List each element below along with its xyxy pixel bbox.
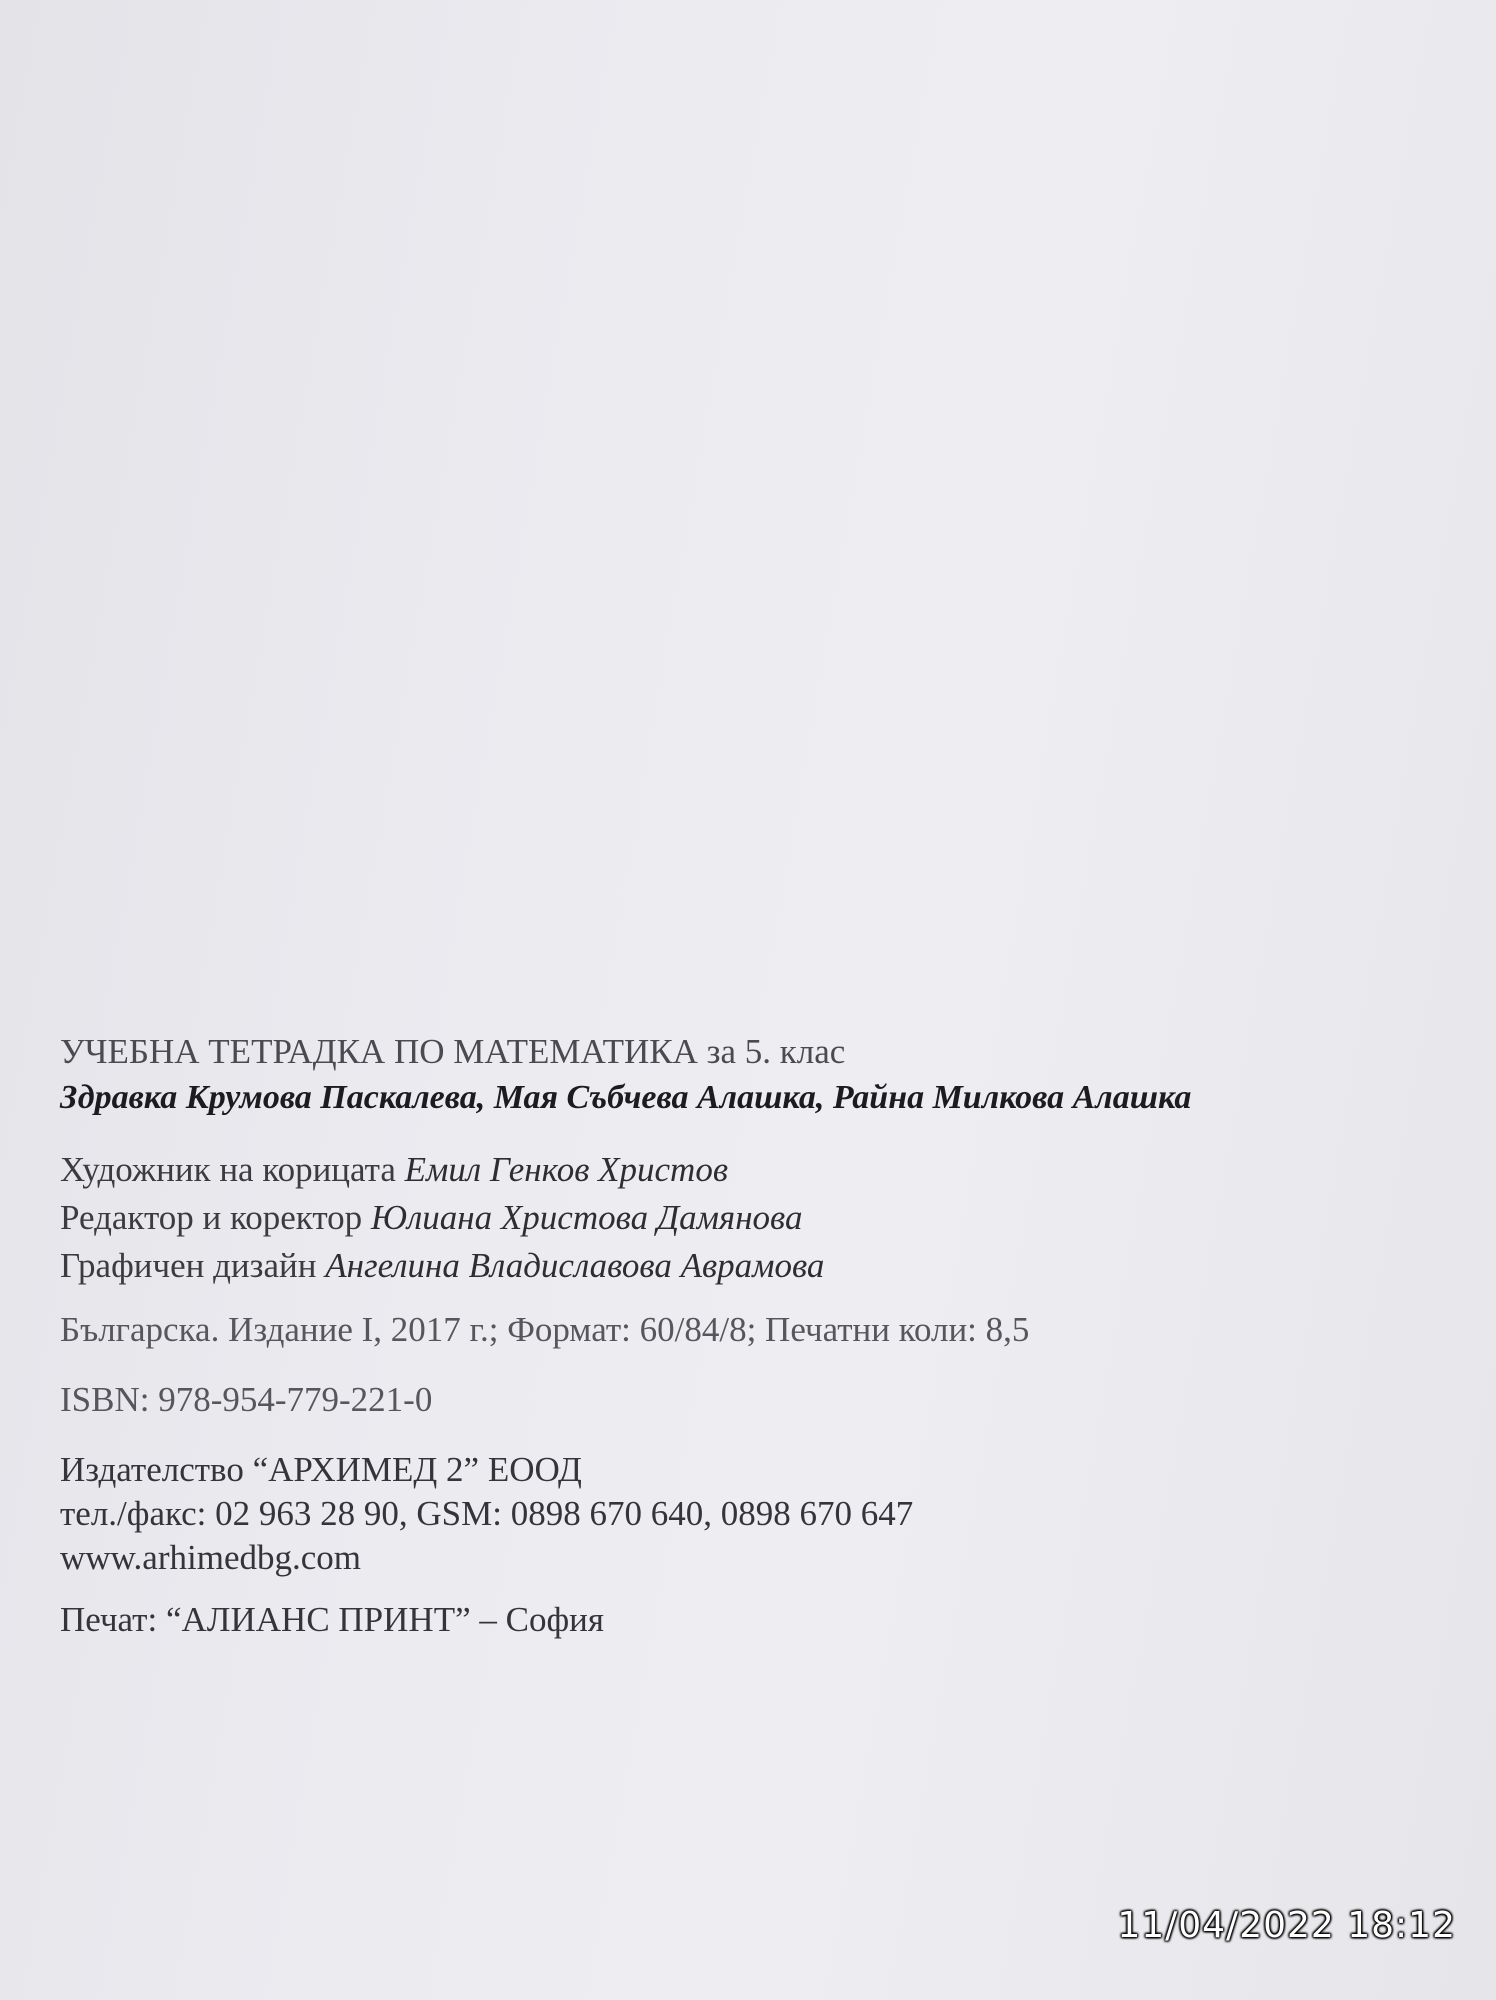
publisher-name: Издателство “АРХИМЕД 2” ЕООД bbox=[60, 1450, 582, 1489]
photo-timestamp: 11/04/2022 18:12 bbox=[1117, 1905, 1456, 1946]
credit-name: Ангелина Владиславова Аврамова bbox=[325, 1246, 825, 1285]
authors-line: Здравка Крумова Паскалева, Мая Събчева Алашка, Райна Милкова Алашка bbox=[60, 1079, 1192, 1116]
credit-name: Емил Генков Христов bbox=[404, 1150, 729, 1189]
publisher-contacts: тел./факс: 02 963 28 90, GSM: 0898 670 640, 0898 670 647 bbox=[60, 1494, 914, 1533]
credit-editor bbox=[60, 1194, 1490, 1242]
credits-list bbox=[60, 1146, 1490, 1290]
credit-role: Редактор и коректор bbox=[60, 1198, 363, 1237]
publisher-block bbox=[60, 1448, 1490, 1580]
imprint-block bbox=[60, 1030, 1490, 1642]
credit-role: Художник на корицата bbox=[60, 1150, 396, 1189]
show-through-text bbox=[300, 260, 310, 307]
edition-line: Българска. Издание I, 2017 г.; Формат: 60/84/8; Печатни коли: 8,5 bbox=[60, 1310, 1030, 1349]
isbn-line: ISBN: 978-954-779-221-0 bbox=[60, 1380, 433, 1419]
credit-designer bbox=[60, 1242, 1490, 1290]
printer-line: Печат: “АЛИАНС ПРИНТ” – София bbox=[60, 1600, 604, 1639]
credit-role: Графичен дизайн bbox=[60, 1246, 317, 1285]
credit-cover-artist bbox=[60, 1146, 1490, 1194]
book-title-line: УЧЕБНА ТЕТРАДКА ПО МАТЕМАТИКА за 5. клас bbox=[60, 1032, 846, 1071]
credit-name: Юлиана Христова Дамянова bbox=[370, 1198, 803, 1237]
publisher-website: www.arhimedbg.com bbox=[60, 1538, 361, 1577]
